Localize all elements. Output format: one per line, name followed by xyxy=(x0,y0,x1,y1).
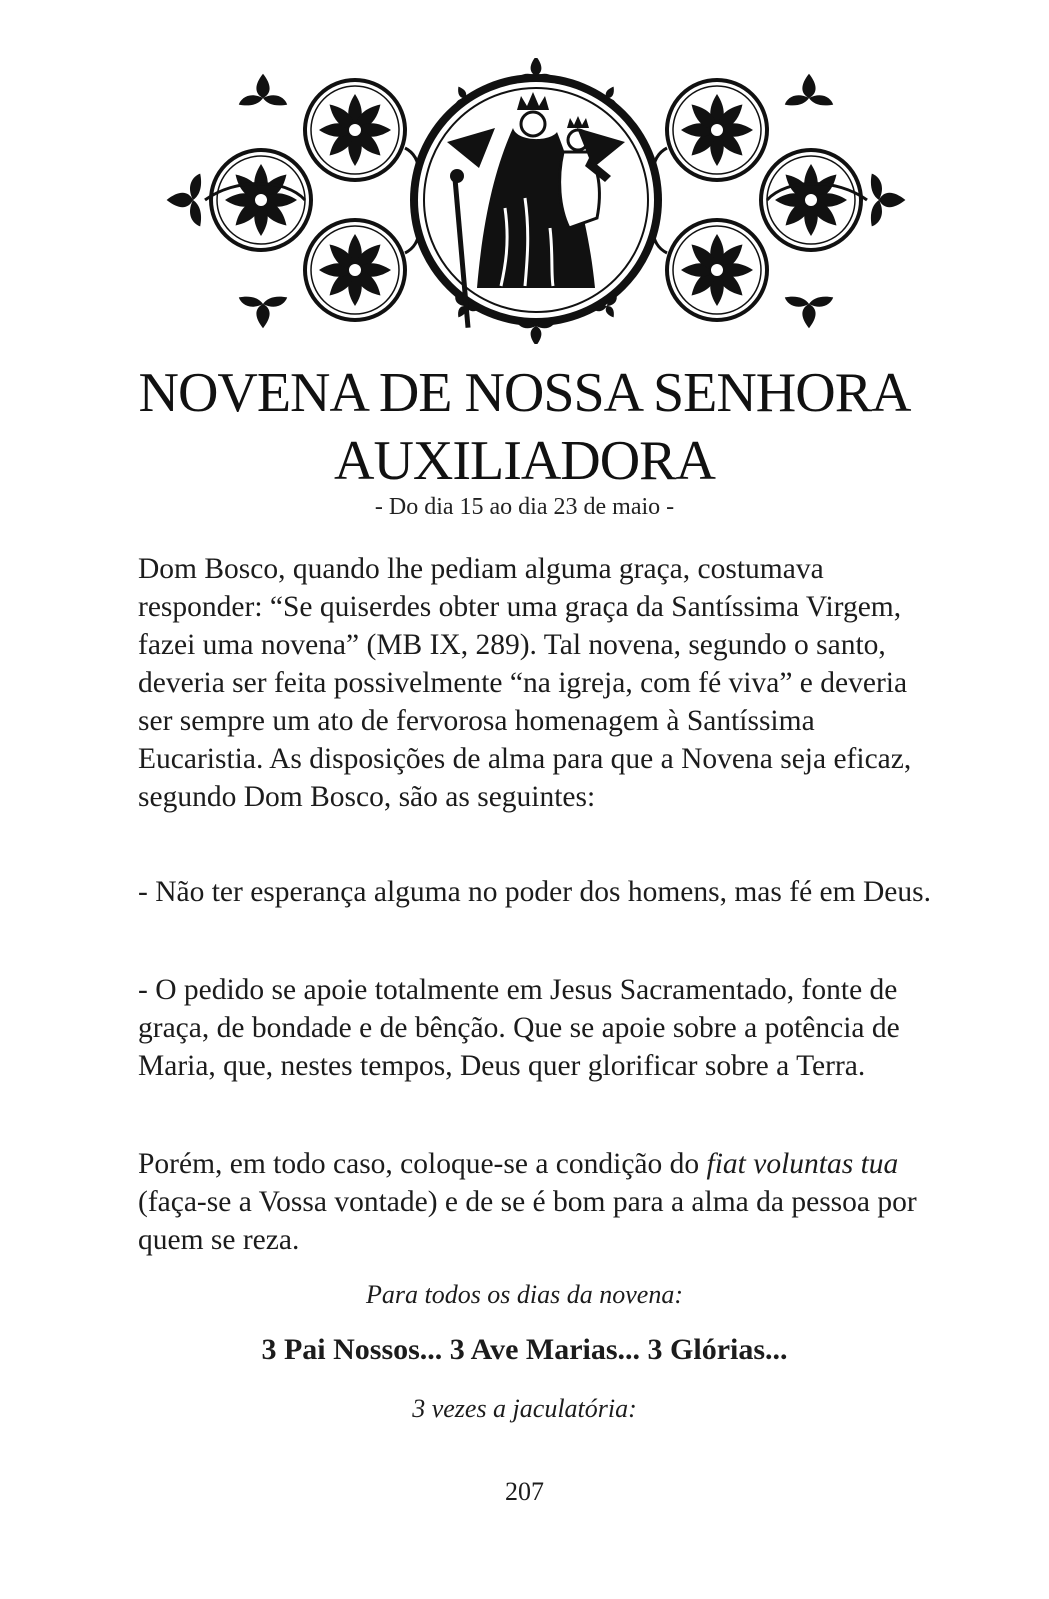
page-title-line-1: NOVENA DE NOSSA SENHORA xyxy=(138,362,911,424)
condition-paragraph xyxy=(138,1145,938,1259)
latin-phrase: fiat voluntas tua xyxy=(706,1148,899,1180)
page-title-line-2: AUXILIADORA xyxy=(334,430,715,492)
paragraph-text: - O pedido se apoie totalmente em Jesus Sacramentado, fonte de graça, de bondade e de bênção. Que se apoie sobre a potência de Maria, que, nestes tempos, Deus quer glorificar sobre a Terra. xyxy=(138,974,900,1082)
intro-paragraph xyxy=(138,550,938,816)
prayers-line: 3 Pai Nossos... 3 Ave Marias... 3 Glórias... xyxy=(261,1333,788,1366)
date-subtitle: - Do dia 15 ao dia 23 de maio - xyxy=(374,494,675,520)
paragraph-text-end: (faça-se a Vossa vontade) e de se é bom para a alma da pessoa por quem se reza. xyxy=(138,1186,917,1256)
paragraph-text-start: Porém, em todo caso, coloque-se a condição do xyxy=(138,1148,707,1180)
daily-instruction-note: Para todos os dias da novena: xyxy=(365,1280,684,1309)
disposition-paragraph-1 xyxy=(138,873,938,911)
disposition-paragraph-2 xyxy=(138,971,938,1085)
marian-ornament-icon xyxy=(165,58,907,344)
page-number: 207 xyxy=(505,1477,544,1506)
ejaculation-note: 3 vezes a jaculatória: xyxy=(412,1394,637,1423)
paragraph-text: - Não ter esperança alguma no poder dos homens, mas fé em Deus. xyxy=(138,876,931,908)
paragraph-text xyxy=(138,1145,938,1259)
paragraph-text: Dom Bosco, quando lhe pediam alguma graça, costumava responder: “Se quiserdes obter uma graça da Santíssima Virgem, fazei uma novena” (MB IX, 289). Tal novena, segundo o santo, deveria ser feita possivelmente “na igreja, com fé viva” e deveria ser sempre um ato de fervorosa homenagem à Santíssima Eucaristia. As disposições de alma para que a Novena seja eficaz, segundo Dom Bosco, são as seguintes: xyxy=(138,553,912,813)
